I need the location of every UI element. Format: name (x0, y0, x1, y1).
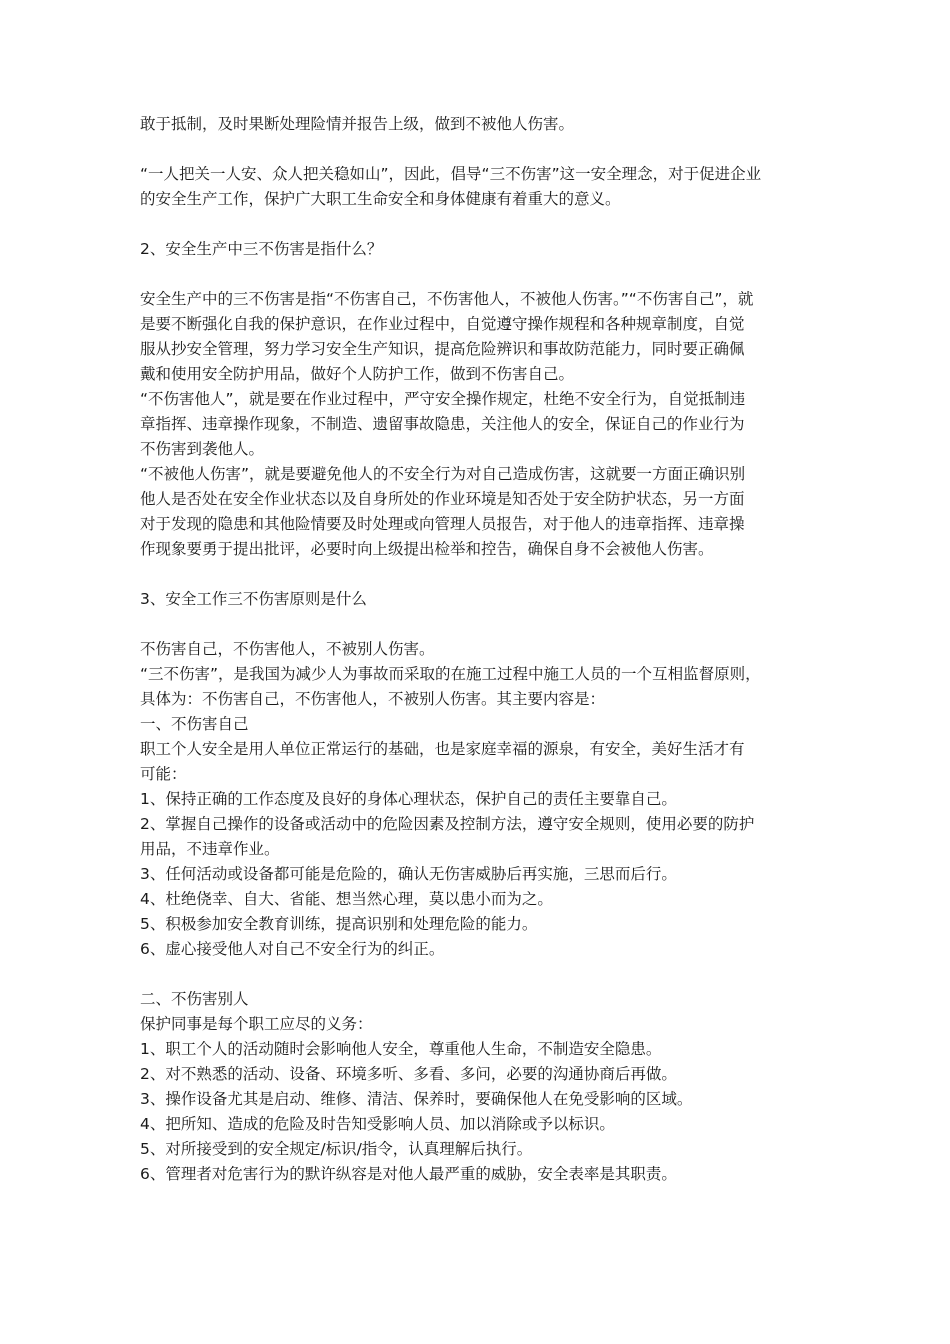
section2-paragraph-2 (140, 387, 820, 462)
list-item: 1、保持正确的工作态度及良好的身体心理状态，保护自己的责任主要靠自己。 (140, 790, 677, 808)
list-item: 6、虚心接受他人对自己不安全行为的纠正。 (140, 940, 445, 958)
text-line: “一人把关一人安、众人把关稳如山”，因此，倡导“三不伤害”这一安全理念，对于促进企业 (140, 165, 762, 183)
text-line: 是要不断强化自我的保护意识，在作业过程中，自觉遵守操作规程和各种规章制度，自觉 (140, 315, 745, 333)
section2-heading: 2、安全生产中三不伤害是指什么？ (140, 240, 383, 258)
subsection-2-title: 二、不伤害别人 (140, 990, 249, 1008)
subsection-2-list (140, 1037, 820, 1187)
list-item: 3、操作设备尤其是启动、维修、清洁、保养时，要确保他人在免受影响的区域。 (140, 1090, 693, 1108)
document-body (140, 112, 820, 1187)
list-item: 5、积极参加安全教育训练，提高识别和处理危险的能力。 (140, 915, 538, 933)
intro-paragraph (140, 162, 820, 212)
subsection-1-list (140, 787, 820, 962)
section3-paragraph-1 (140, 662, 820, 712)
text-line: 他人是否处在安全作业状态以及自身所处的作业环境是知否处于安全防护状态，另一方面 (140, 490, 745, 508)
list-item: 5、对所接受到的安全规定/标识/指令，认真理解后执行。 (140, 1140, 533, 1158)
subsection-1-title: 一、不伤害自己 (140, 715, 249, 733)
spacer (140, 212, 820, 237)
list-item: 2、对不熟悉的活动、设备、环境多听、多看、多问，必要的沟通协商后再做。 (140, 1065, 677, 1083)
text-line: 不伤害到袭他人。 (140, 440, 265, 458)
list-item: 3、任何活动或设备都可能是危险的，确认无伤害威胁后再实施，三思而后行。 (140, 865, 677, 883)
text-line: 职工个人安全是用人单位正常运行的基础，也是家庭幸福的源泉，有安全，美好生活才有 (140, 740, 745, 758)
subsection-2-intro: 保护同事是每个职工应尽的义务： (140, 1015, 373, 1033)
section3-heading: 3、安全工作三不伤害原则是什么 (140, 590, 367, 608)
subsection-1-intro (140, 737, 820, 787)
list-item: 4、杜绝侥幸、自大、省能、想当然心理，莫以患小而为之。 (140, 890, 553, 908)
text-line: 的安全生产工作，保护广大职工生命安全和身体健康有着重大的意义。 (140, 190, 621, 208)
spacer (140, 137, 820, 162)
section3-summary-line: 不伤害自己，不伤害他人，不被别人伤害。 (140, 640, 435, 658)
intro-tail-line: 敢于抵制，及时果断处理险情并报告上级，做到不被他人伤害。 (140, 115, 575, 133)
list-item: 用品，不违章作业。 (140, 840, 280, 858)
text-line: 章指挥、违章操作现象，不制造、遗留事故隐患，关注他人的安全，保证自己的作业行为 (140, 415, 745, 433)
text-line: “不被他人伤害”，就是要避免他人的不安全行为对自己造成伤害，这就要一方面正确识别 (140, 465, 746, 483)
text-line: 安全生产中的三不伤害是指“不伤害自己，不伤害他人，不被他人伤害。”“不伤害自己”，就 (140, 290, 754, 308)
text-line: “三不伤害”，是我国为减少人为事故而采取的在施工过程中施工人员的一个互相监督原则， (140, 665, 761, 683)
text-line: “不伤害他人”，就是要在作业过程中，严守安全操作规定，杜绝不安全行为，自觉抵制违 (140, 390, 746, 408)
text-line: 戴和使用安全防护用品，做好个人防护工作，做到不伤害自己。 (140, 365, 575, 383)
section2-paragraph-1 (140, 287, 820, 387)
spacer (140, 612, 820, 637)
text-line: 作现象要勇于提出批评，必要时向上级提出检举和控告，确保自身不会被他人伤害。 (140, 540, 714, 558)
spacer (140, 962, 820, 987)
list-item: 2、掌握自己操作的设备或活动中的危险因素及控制方法，遵守安全规则，使用必要的防护 (140, 815, 755, 833)
text-line: 具体为：不伤害自己，不伤害他人，不被别人伤害。其主要内容是： (140, 690, 606, 708)
list-item: 6、管理者对危害行为的默许纵容是对他人最严重的威胁，安全表率是其职责。 (140, 1165, 677, 1183)
list-item: 1、职工个人的活动随时会影响他人安全，尊重他人生命，不制造安全隐患。 (140, 1040, 662, 1058)
list-item: 4、把所知、造成的危险及时告知受影响人员、加以消除或予以标识。 (140, 1115, 615, 1133)
text-line: 可能： (140, 765, 187, 783)
spacer (140, 562, 820, 587)
text-line: 服从抄安全管理，努力学习安全生产知识，提高危险辨识和事故防范能力，同时要正确佩 (140, 340, 745, 358)
section2-paragraph-3 (140, 462, 820, 562)
spacer (140, 262, 820, 287)
text-line: 对于发现的隐患和其他险情要及时处理或向管理人员报告，对于他人的违章指挥、违章操 (140, 515, 745, 533)
